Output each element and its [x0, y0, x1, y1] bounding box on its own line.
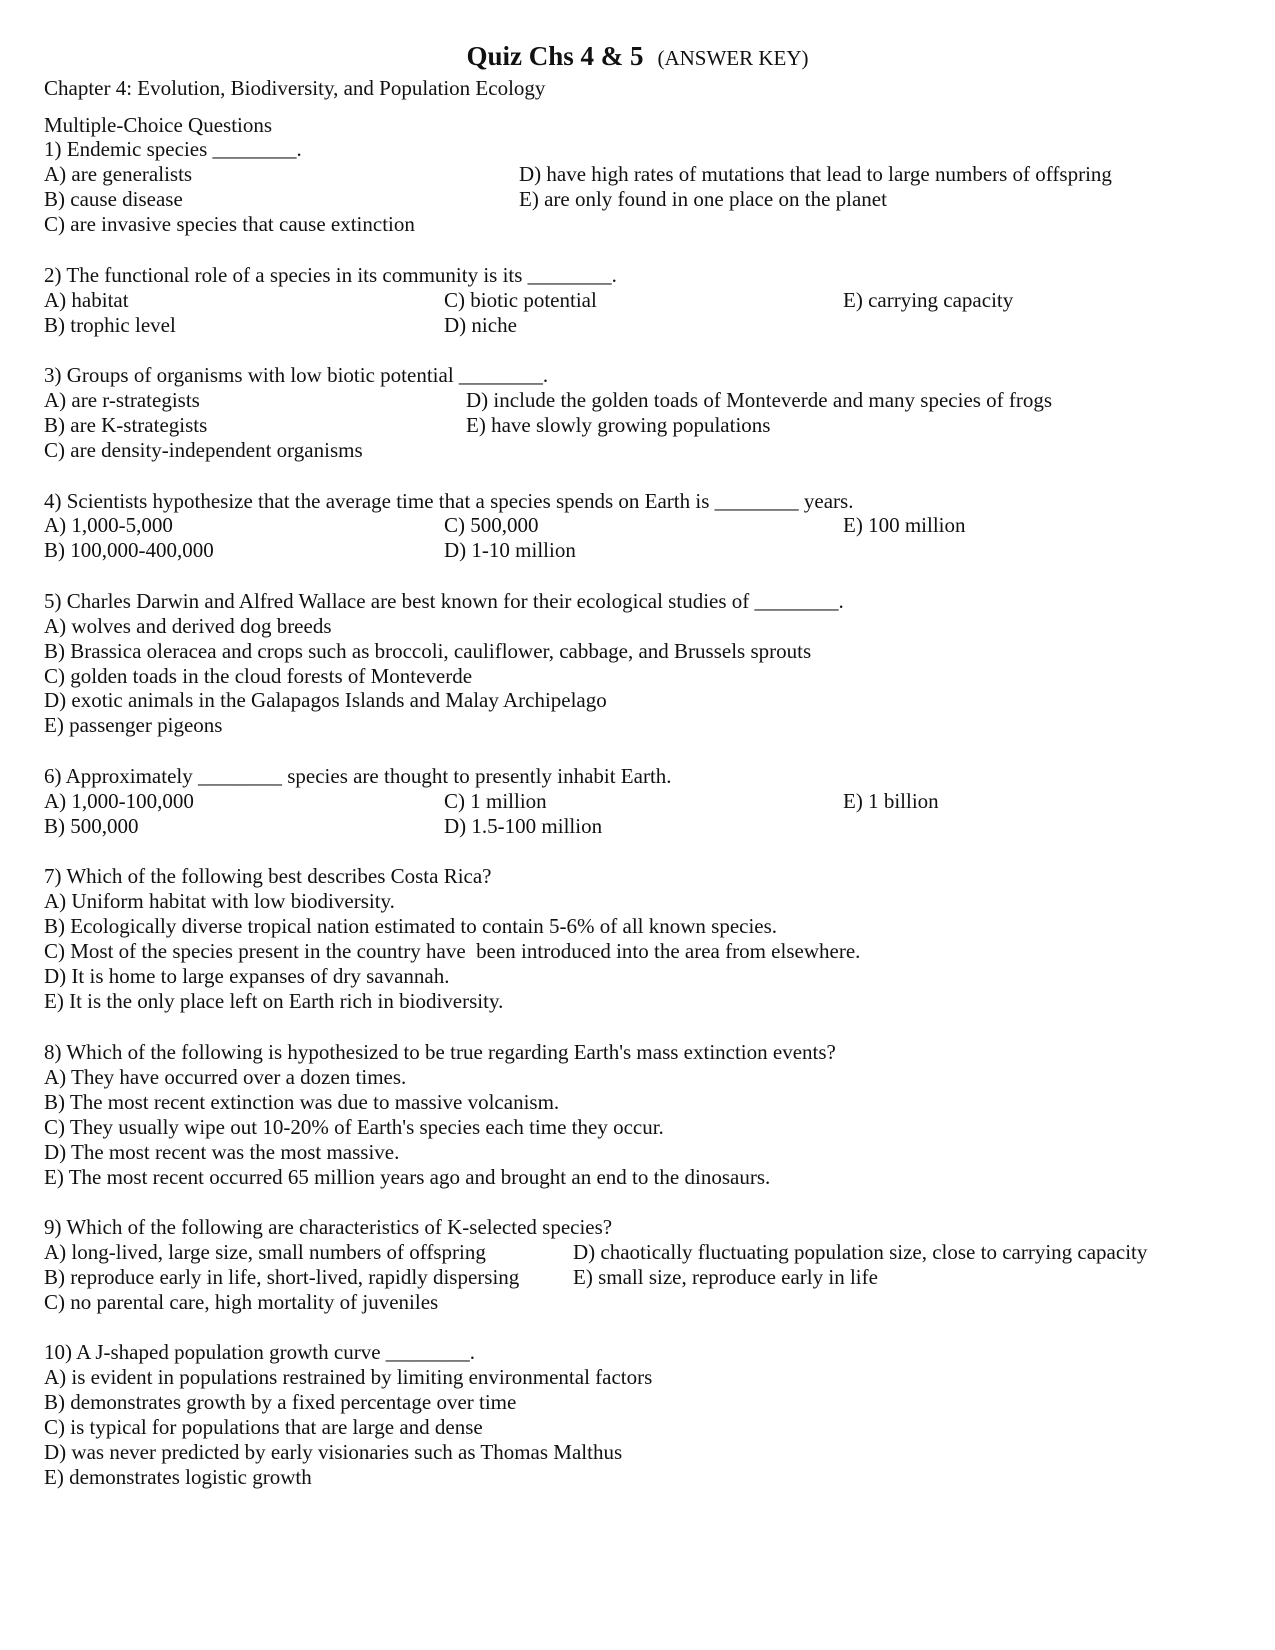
option-c: C) are density-independent organisms — [44, 438, 363, 462]
answer-key-note: (ANSWER KEY) — [657, 46, 809, 70]
option-e: E) The most recent occurred 65 million years ago and brought an end to the dinosaurs. — [44, 1165, 771, 1189]
option-b: B) Brassica oleracea and crops such as broccoli, cauliflower, cabbage, and Brussels sprouts — [44, 639, 812, 663]
option-d: D) have high rates of mutations that lead to large numbers of offspring — [519, 162, 1112, 186]
option-b: B) are K-strategists — [44, 413, 208, 437]
section-heading: Multiple-Choice Questions — [44, 113, 273, 137]
option-a: A) are r-strategists — [44, 388, 200, 412]
option-c: C) They usually wipe out 10-20% of Earth's species each time they occur. — [44, 1115, 664, 1139]
option-c: C) is typical for populations that are large and dense — [44, 1415, 483, 1439]
option-e: E) have slowly growing populations — [466, 413, 771, 437]
option-b: B) cause disease — [44, 187, 183, 211]
question-stem: 2) The functional role of a species in its community is its ________. — [44, 263, 617, 287]
question-stem: 10) A J-shaped population growth curve ________. — [44, 1340, 476, 1364]
option-e: E) 100 million — [843, 513, 966, 537]
option-a: A) 1,000-100,000 — [44, 789, 194, 813]
option-b: B) demonstrates growth by a fixed percentage over time — [44, 1390, 517, 1414]
option-b: B) 100,000-400,000 — [44, 538, 214, 562]
option-a: A) Uniform habitat with low biodiversity. — [44, 889, 395, 913]
option-a: A) are generalists — [44, 162, 193, 186]
question-stem: 9) Which of the following are characteristics of K-selected species? — [44, 1215, 613, 1239]
option-b: B) Ecologically diverse tropical nation estimated to contain 5-6% of all known species. — [44, 914, 778, 938]
option-a: A) habitat — [44, 288, 129, 312]
question-stem: 5) Charles Darwin and Alfred Wallace are best known for their ecological studies of ________. — [44, 589, 844, 613]
option-e: E) 1 billion — [843, 789, 939, 813]
question-stem: 7) Which of the following best describes Costa Rica? — [44, 864, 492, 888]
question-stem: 6) Approximately ________ species are thought to presently inhabit Earth. — [44, 764, 672, 788]
option-c: C) no parental care, high mortality of juveniles — [44, 1290, 439, 1314]
option-a: A) wolves and derived dog breeds — [44, 614, 332, 638]
question-stem: 4) Scientists hypothesize that the average time that a species spends on Earth is ________ years. — [44, 489, 854, 513]
option-a: A) long-lived, large size, small numbers of offspring — [44, 1240, 486, 1264]
option-d: D) was never predicted by early visionaries such as Thomas Malthus — [44, 1440, 623, 1464]
option-a: A) They have occurred over a dozen times. — [44, 1065, 407, 1089]
option-b: B) trophic level — [44, 313, 176, 337]
option-a: A) 1,000-5,000 — [44, 513, 173, 537]
option-e: E) small size, reproduce early in life — [573, 1265, 878, 1289]
option-a: A) is evident in populations restrained by limiting environmental factors — [44, 1365, 653, 1389]
option-e: E) It is the only place left on Earth rich in biodiversity. — [44, 989, 504, 1013]
option-c: C) are invasive species that cause extinction — [44, 212, 415, 236]
option-c: C) 500,000 — [444, 513, 539, 537]
question-stem: 1) Endemic species ________. — [44, 137, 302, 161]
option-d: D) include the golden toads of Monteverde and many species of frogs — [466, 388, 1053, 412]
quiz-title — [0, 41, 1275, 71]
question-stem: 8) Which of the following is hypothesized to be true regarding Earth's mass extinction events? — [44, 1040, 836, 1064]
question-stem: 3) Groups of organisms with low biotic potential ________. — [44, 363, 549, 387]
option-c: C) Most of the species present in the country have been introduced into the area from elsewhere. — [44, 939, 861, 963]
option-c: C) golden toads in the cloud forests of Monteverde — [44, 664, 473, 688]
option-e: E) passenger pigeons — [44, 713, 223, 737]
option-b: B) The most recent extinction was due to massive volcanism. — [44, 1090, 560, 1114]
chapter-heading: Chapter 4: Evolution, Biodiversity, and Population Ecology — [44, 76, 546, 100]
option-c: C) biotic potential — [444, 288, 597, 312]
option-d: D) exotic animals in the Galapagos Islands and Malay Archipelago — [44, 688, 607, 712]
option-d: D) The most recent was the most massive. — [44, 1140, 400, 1164]
option-d: D) It is home to large expanses of dry savannah. — [44, 964, 450, 988]
option-b: B) reproduce early in life, short-lived, rapidly dispersing — [44, 1265, 520, 1289]
option-d: D) niche — [444, 313, 517, 337]
option-e: E) carrying capacity — [843, 288, 1014, 312]
option-e: E) demonstrates logistic growth — [44, 1465, 312, 1489]
option-d: D) 1.5-100 million — [444, 814, 603, 838]
option-e: E) are only found in one place on the planet — [519, 187, 887, 211]
option-c: C) 1 million — [444, 789, 547, 813]
title-text: Quiz Chs 4 & 5 — [466, 41, 644, 71]
option-d: D) chaotically fluctuating population size, close to carrying capacity — [573, 1240, 1148, 1264]
option-d: D) 1-10 million — [444, 538, 576, 562]
option-b: B) 500,000 — [44, 814, 139, 838]
